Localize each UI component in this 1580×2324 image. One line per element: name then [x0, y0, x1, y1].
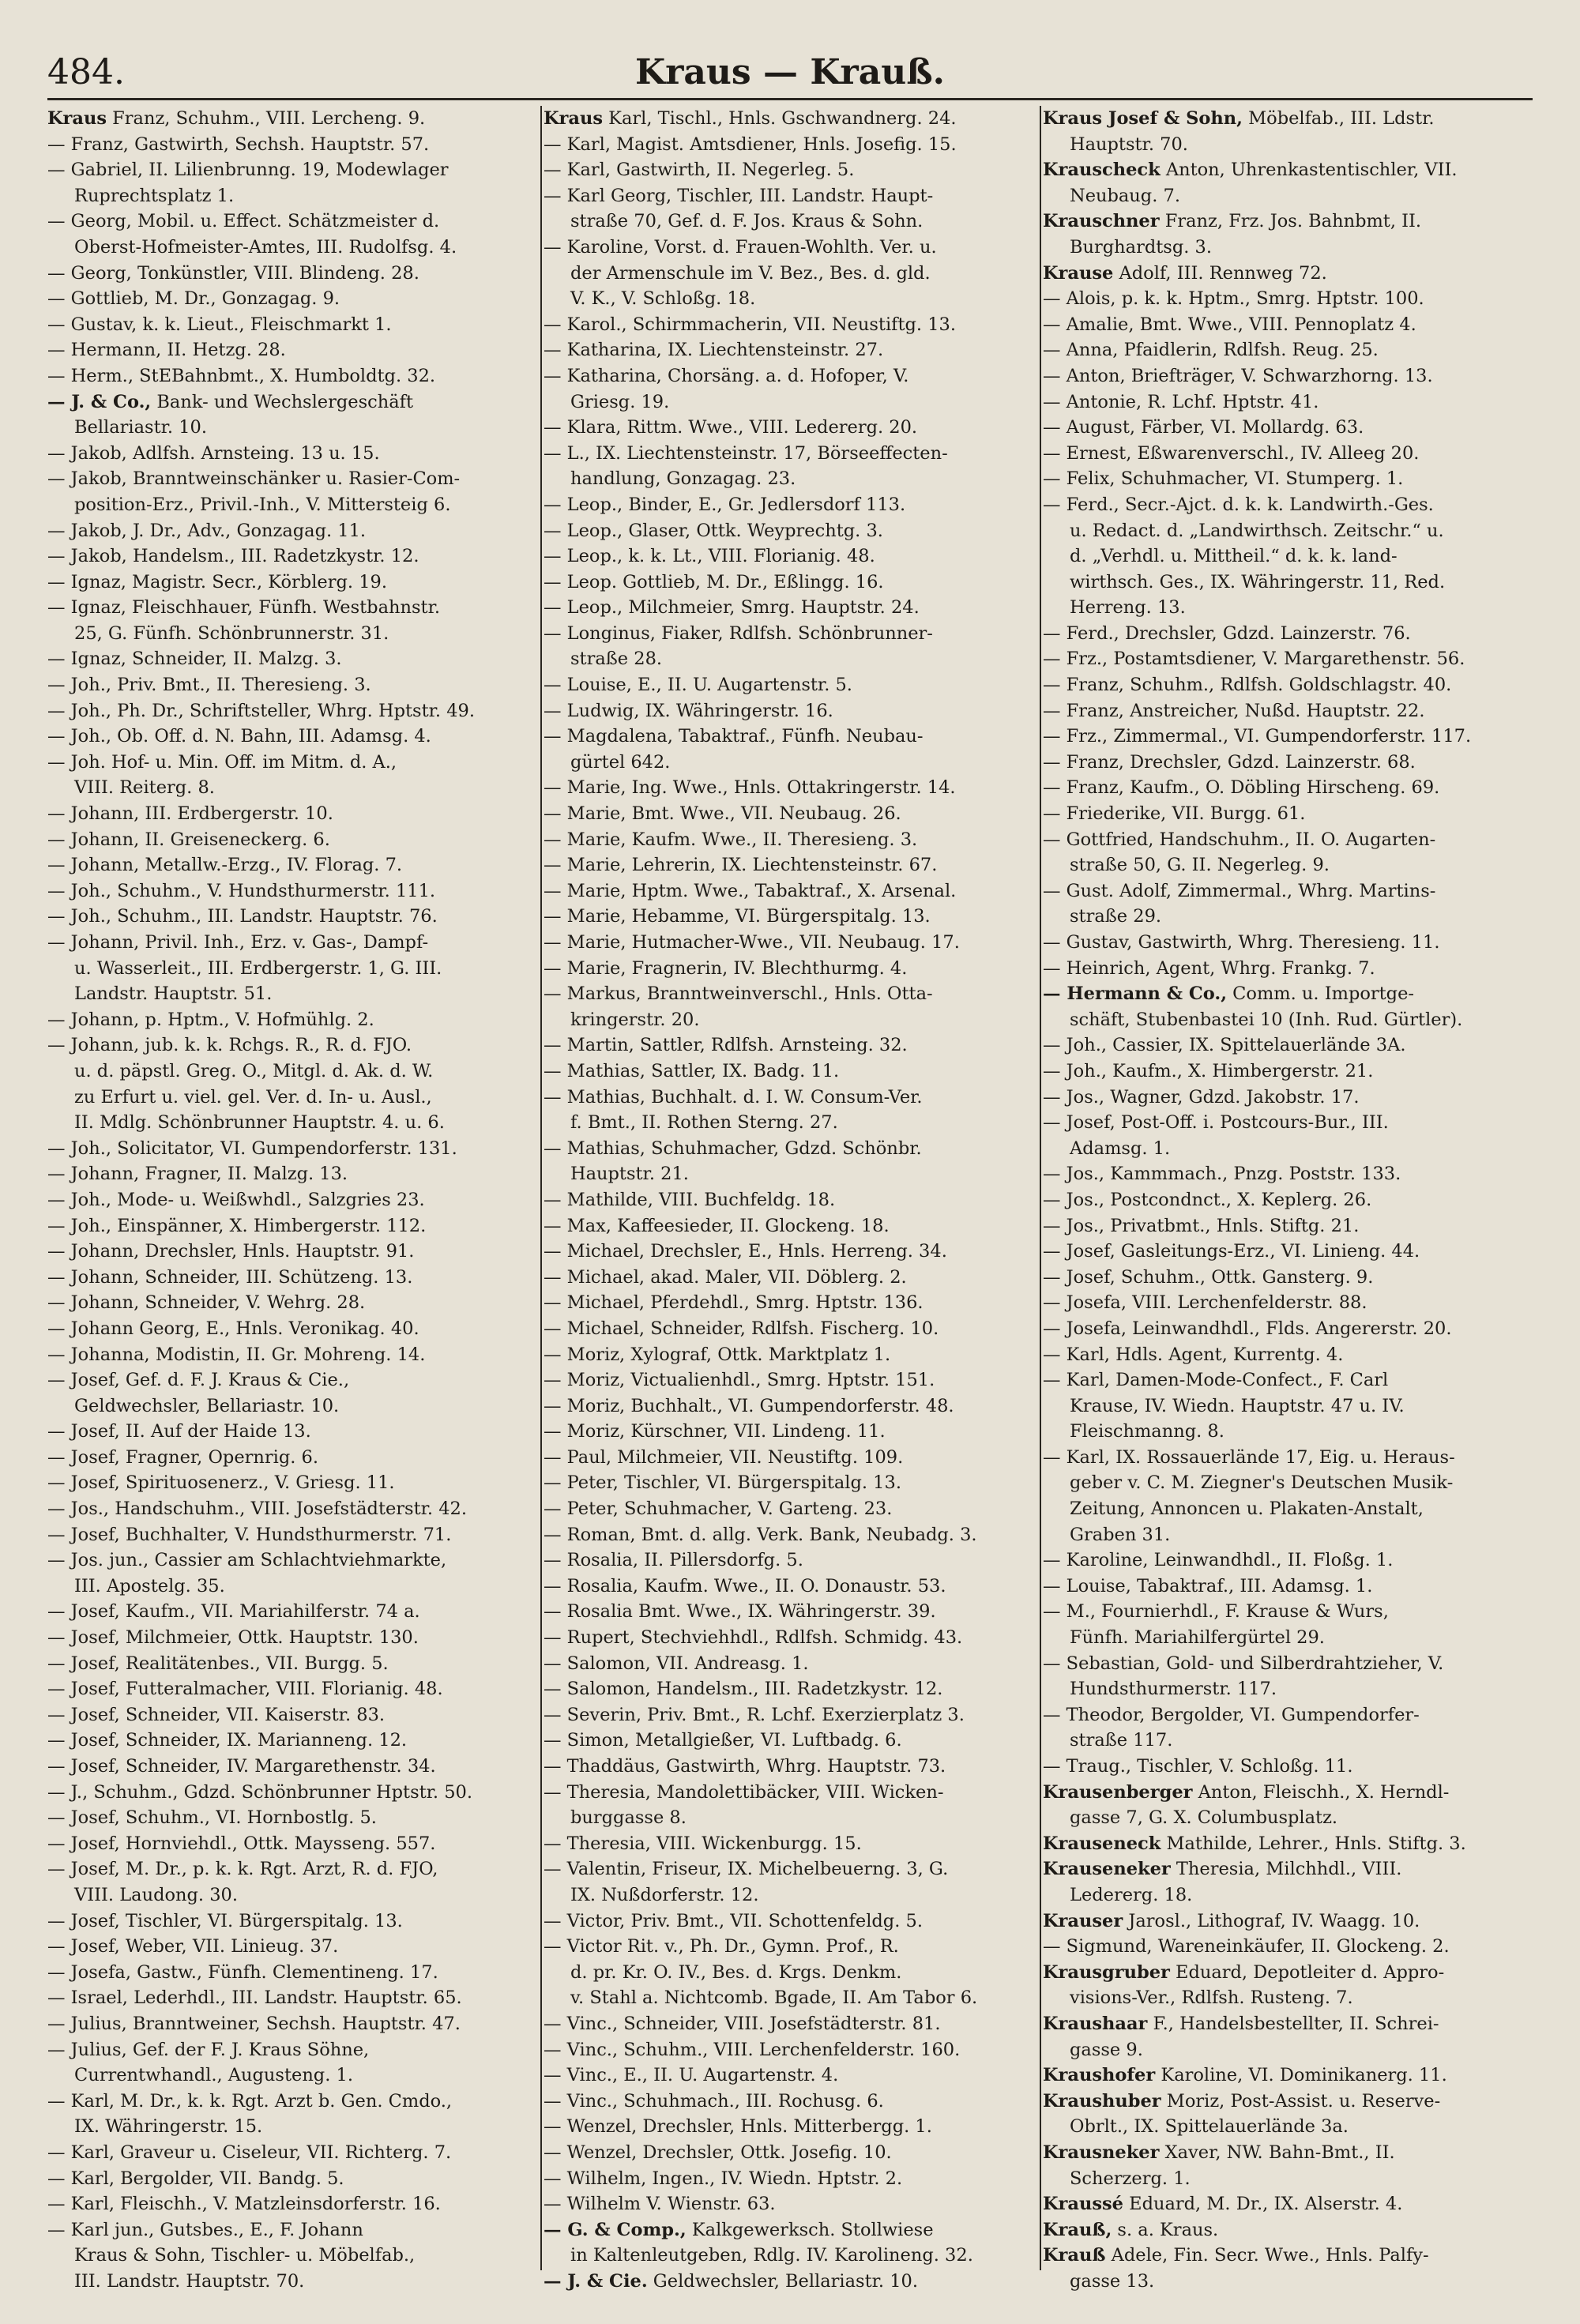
directory-entry: — Rosalia Bmt. Wwe., IX. Währingerstr. 39.: [544, 1601, 936, 1623]
directory-entry-continuation: der Armenschule im V. Bez., Bes. d. gld.: [570, 262, 931, 284]
directory-entry: — Vinc., Schuhmach., III. Rochusg. 6.: [544, 2090, 884, 2112]
directory-entry-continuation: Neubaug. 7.: [1070, 185, 1180, 206]
directory-entry: — Franz, Kaufm., O. Döbling Hirscheng. 69.: [1043, 777, 1440, 799]
entry-surname: — J. & Co.,: [47, 391, 152, 412]
directory-entry: — Louise, Tabaktraf., III. Adamsg. 1.: [1043, 1575, 1373, 1596]
directory-entry: — Jakob, Adlfsh. Arnsteing. 13 u. 15.: [47, 442, 380, 464]
header-rule: [47, 98, 1533, 100]
entry-surname: Krauseneck: [1043, 1833, 1161, 1854]
directory-entry-continuation: Currentwhandl., Augusteng. 1.: [74, 2065, 353, 2086]
directory-entry: — Marie, Hptm. Wwe., Tabaktraf., X. Arsenal.: [544, 880, 957, 901]
directory-entry: — Joh., Ob. Off. d. N. Bahn, III. Adamsg. 4.: [47, 726, 431, 747]
directory-entry: — Jos., Privatbmt., Hnls. Stiftg. 21.: [1043, 1215, 1360, 1236]
directory-entry: — Karl, IX. Rossauerlände 17, Eig. u. Heraus-: [1043, 1446, 1455, 1468]
directory-entry: — Ernest, Eßwarenverschl., IV. Alleeg 20.: [1043, 442, 1420, 464]
directory-entry: — Theresia, Mandolettibäcker, VIII. Wicken-: [544, 1781, 944, 1803]
directory-entry-continuation: geber v. C. M. Ziegner's Deutschen Musik-: [1070, 1472, 1454, 1494]
directory-entry: — Karoline, Vorst. d. Frauen-Wohlth. Ver. u.: [544, 236, 937, 258]
directory-entry: — Joh., Cassier, IX. Spittelauerlände 3A.: [1043, 1035, 1406, 1056]
directory-entry: — Alois, p. k. k. Hptm., Smrg. Hptstr. 100.: [1043, 288, 1424, 310]
directory-entry: — Joh., Schuhm., V. Hundsthurmerstr. 111.: [47, 880, 436, 901]
directory-entry-continuation: Adamsg. 1.: [1070, 1138, 1171, 1159]
directory-entry: — Wenzel, Drechsler, Ottk. Josefig. 10.: [544, 2142, 892, 2163]
directory-entry-continuation: Ruprechtsplatz 1.: [74, 185, 235, 206]
directory-entry: — Johann, II. Greiseneckerg. 6.: [47, 829, 330, 850]
directory-entry-continuation: II. Mdlg. Schönbrunner Hauptstr. 4. u. 6.: [74, 1112, 445, 1134]
directory-entry-continuation: VIII. Reiterg. 8.: [74, 777, 215, 799]
directory-entry: — Josef, Realitätenbes., VII. Burgg. 5.: [47, 1653, 389, 1674]
directory-entry-continuation: schäft, Stubenbastei 10 (Inh. Rud. Gürtler).: [1070, 1009, 1463, 1030]
directory-entry: — Jakob, Handelsm., III. Radetzkystr. 12.: [47, 546, 419, 567]
directory-entry: — Josef, Gef. d. F. J. Kraus & Cie.,: [47, 1370, 350, 1391]
directory-entry: — Jos. jun., Cassier am Schlachtviehmarkte,: [47, 1550, 447, 1571]
directory-entry: — Johann, jub. k. k. Rchgs. R., R. d. FJO.: [47, 1035, 412, 1056]
entry-surname: — J. & Cie.: [544, 2270, 648, 2292]
directory-entry-continuation: u. Wasserleit., III. Erdbergerstr. 1, G. III.: [74, 957, 442, 979]
directory-entry: — Peter, Tischler, VI. Bürgerspitalg. 13.: [544, 1472, 901, 1494]
directory-entry: — Johann, Fragner, II. Malzg. 13.: [47, 1164, 348, 1185]
directory-entry-continuation: Hauptstr. 21.: [570, 1164, 689, 1185]
column-1: [47, 106, 551, 2302]
entry-surname: — G. & Comp.,: [544, 2219, 687, 2240]
directory-entry-continuation: d. pr. Kr. O. IV., Bes. d. Krgs. Denkm.: [570, 1961, 902, 1983]
directory-entry: — Josef, II. Auf der Haide 13.: [47, 1421, 311, 1442]
directory-entry: — Johann, Schneider, V. Wehrg. 28.: [47, 1292, 366, 1314]
directory-entry: — Salomon, VII. Andreasg. 1.: [544, 1653, 809, 1674]
column-3: [1043, 106, 1547, 2302]
directory-entry: — Josef, Schneider, IV. Margarethenstr. 34.: [47, 1756, 436, 1777]
directory-entry: — Traug., Tischler, V. Schloßg. 11.: [1043, 1756, 1353, 1777]
directory-entry: — J. & Co., Bank- und Wechslergeschäft: [47, 391, 414, 412]
directory-entry-continuation: Scherzerg. 1.: [1070, 2168, 1191, 2189]
directory-entry: — Wilhelm, Ingen., IV. Wiedn. Hptstr. 2.: [544, 2168, 903, 2189]
directory-entry: — G. & Comp., Kalkgewerksch. Stollwiese: [544, 2219, 934, 2240]
directory-entry-continuation: Burghardtsg. 3.: [1070, 236, 1213, 258]
directory-entry: Krauß, s. a. Kraus.: [1043, 2219, 1219, 2240]
directory-entry: — Leop., Glaser, Ottk. Weyprechtg. 3.: [544, 520, 883, 541]
directory-entry: Kraushofer Karoline, VI. Dominikanerg. 11.: [1043, 2065, 1447, 2086]
directory-entry-continuation: Oberst-Hofmeister-Amtes, III. Rudolfsg. 4.: [74, 236, 457, 258]
directory-entry: Krauscheck Anton, Uhrenkastentischler, VII.: [1043, 160, 1458, 181]
entry-surname: Kraushuber: [1043, 2090, 1161, 2112]
directory-entry: — Markus, Branntweinverschl., Hnls. Otta-: [544, 983, 933, 1005]
directory-entry: — Josef, Gasleitungs-Erz., VI. Linieng. 44.: [1043, 1241, 1420, 1262]
directory-entry: — Johann, Schneider, III. Schützeng. 13.: [47, 1266, 413, 1288]
column-2: [544, 106, 1048, 2302]
directory-entry: — Michael, akad. Maler, VII. Döblerg. 2.: [544, 1266, 907, 1288]
directory-entry: — Louise, E., II. U. Augartenstr. 5.: [544, 675, 852, 696]
directory-entry-continuation: f. Bmt., II. Rothen Sterng. 27.: [570, 1112, 838, 1134]
directory-entry: — Michael, Pferdehdl., Smrg. Hptstr. 136.: [544, 1292, 924, 1314]
directory-entry: — L., IX. Liechtensteinstr. 17, Börseeffecten-: [544, 442, 948, 464]
directory-entry-continuation: straße 117.: [1070, 1730, 1173, 1751]
directory-entry: — Felix, Schuhmacher, VI. Stumperg. 1.: [1043, 468, 1404, 490]
directory-entry: — Johann, Metallw.-Erzg., IV. Florag. 7.: [47, 855, 403, 876]
directory-entry: — Mathias, Buchhalt. d. I. W. Consum-Ver.: [544, 1086, 923, 1107]
directory-entry: — Katharina, IX. Liechtensteinstr. 27.: [544, 340, 884, 361]
directory-entry-continuation: Obrlt., IX. Spittelauerlände 3a.: [1070, 2116, 1349, 2138]
entry-surname: Krauseneker: [1043, 1859, 1171, 1880]
directory-entry: Krauschner Franz, Frz. Jos. Bahnbmt, II.: [1043, 211, 1422, 232]
directory-entry-continuation: Hauptstr. 70.: [1070, 133, 1188, 155]
directory-entry: — Leop., k. k. Lt., VIII. Florianig. 48.: [544, 546, 875, 567]
directory-entry: — Georg, Tonkünstler, VIII. Blindeng. 28.: [47, 262, 419, 284]
directory-entry: — Karl, M. Dr., k. k. Rgt. Arzt b. Gen. Cmdo.,: [47, 2090, 453, 2112]
directory-entry: — Wenzel, Drechsler, Hnls. Mitterbergg. 1.: [544, 2116, 932, 2138]
directory-entry: — Karl, Magist. Amtsdiener, Hnls. Josefig. 15.: [544, 133, 957, 155]
directory-entry: — Leop., Binder, E., Gr. Jedlersdorf 113.: [544, 494, 906, 515]
directory-entry: — Max, Kaffeesieder, II. Glockeng. 18.: [544, 1215, 890, 1236]
directory-entry: Krausenberger Anton, Fleischh., X. Herndl-: [1043, 1781, 1450, 1803]
directory-entry: — Sigmund, Wareneinkäufer, II. Glockeng. 2.: [1043, 1936, 1450, 1957]
directory-entry: — Karl, Bergolder, VII. Bandg. 5.: [47, 2168, 344, 2189]
directory-entry-continuation: visions-Ver., Rdlfsh. Rusteng. 7.: [1070, 1987, 1353, 2009]
entry-surname: Kraussé: [1043, 2194, 1123, 2215]
directory-entry: — Joh., Einspänner, X. Himbergerstr. 112.: [47, 1215, 427, 1236]
directory-entry: — Michael, Schneider, Rdlfsh. Fischerg. 10.: [544, 1318, 939, 1339]
directory-entry-continuation: zu Erfurt u. viel. gel. Ver. d. In- u. Ausl.,: [74, 1086, 432, 1107]
directory-entry: Krausgruber Eduard, Depotleiter d. Appro-: [1043, 1961, 1445, 1983]
directory-entry: — Mathilde, VIII. Buchfeldg. 18.: [544, 1189, 836, 1210]
directory-entry: Krauseneck Mathilde, Lehrer., Hnls. Stiftg. 3.: [1043, 1833, 1466, 1854]
directory-entry: — Marie, Hutmacher-Wwe., VII. Neubaug. 17.: [544, 932, 960, 953]
directory-entry-continuation: V. K., V. Schloßg. 18.: [570, 288, 756, 310]
directory-entry: — Amalie, Bmt. Wwe., VIII. Pennoplatz 4.: [1043, 314, 1416, 335]
directory-entry: — Rosalia, II. Pillersdorfg. 5.: [544, 1550, 803, 1571]
directory-entry-continuation: Herreng. 13.: [1070, 597, 1186, 619]
directory-entry: — Josef, Schneider, VII. Kaiserstr. 83.: [47, 1704, 386, 1725]
directory-entry: — Victor Rit. v., Ph. Dr., Gymn. Prof., R.: [544, 1936, 899, 1957]
entry-surname: Krauß: [1043, 2245, 1106, 2266]
directory-entry: — Johanna, Modistin, II. Gr. Mohreng. 14.: [47, 1344, 426, 1365]
directory-entry: — Martin, Sattler, Rdlfsh. Arnsteing. 32.: [544, 1035, 908, 1056]
directory-entry: — Jakob, J. Dr., Adv., Gonzagag. 11.: [47, 520, 367, 541]
directory-entry: — Simon, Metallgießer, VI. Luftbadg. 6.: [544, 1730, 902, 1751]
directory-entry-continuation: straße 29.: [1070, 906, 1162, 927]
directory-entry-continuation: kringerstr. 20.: [570, 1009, 700, 1030]
directory-entry-continuation: gasse 13.: [1070, 2270, 1155, 2292]
directory-entry: — Ferd., Secr.-Ajct. d. k. k. Landwirth.-Ges.: [1043, 494, 1434, 515]
directory-entry: — Josefa, VIII. Lerchenfelderstr. 88.: [1043, 1292, 1367, 1314]
directory-entry: — Marie, Hebamme, VI. Bürgerspitalg. 13.: [544, 906, 931, 927]
directory-entry: — Vinc., Schuhm., VIII. Lerchenfelderstr. 160.: [544, 2039, 961, 2060]
directory-entry: — Ignaz, Fleischhauer, Fünfh. Westbahnstr.: [47, 597, 440, 619]
directory-entry: — Longinus, Fiaker, Rdlfsh. Schönbrunner-: [544, 622, 933, 644]
directory-entry: — Josef, Kaufm., VII. Mariahilferstr. 74 a.: [47, 1601, 420, 1623]
directory-entry: — Johann, III. Erdbergerstr. 10.: [47, 803, 333, 825]
directory-entry: — Julius, Branntweiner, Sechsh. Hauptstr. 47.: [47, 2013, 461, 2034]
directory-entry-continuation: gasse 7, G. X. Columbusplatz.: [1070, 1807, 1338, 1829]
directory-entry: Kraus Josef & Sohn, Möbelfab., III. Ldstr.: [1043, 108, 1435, 129]
directory-entry: — Jos., Kammmach., Pnzg. Poststr. 133.: [1043, 1164, 1401, 1185]
directory-entry: — Wilhelm V. Wienstr. 63.: [544, 2194, 776, 2215]
directory-entry-continuation: d. „Verhdl. u. Mittheil.“ d. k. k. land-: [1070, 546, 1398, 567]
directory-entry: — Katharina, Chorsäng. a. d. Hofoper, V.: [544, 365, 909, 386]
directory-entry: — Leop. Gottlieb, M. Dr., Eßlingg. 16.: [544, 571, 884, 592]
directory-entry: — Victor, Priv. Bmt., VII. Schottenfeldg. 5.: [544, 1910, 923, 1931]
directory-entry: — Michael, Drechsler, E., Hnls. Herreng. 34.: [544, 1241, 947, 1262]
directory-entry: — Gabriel, II. Lilienbrunng. 19, Modewlager: [47, 160, 449, 181]
directory-entry-continuation: straße 28.: [570, 649, 663, 670]
directory-entry: — Franz, Anstreicher, Nußd. Hauptstr. 22.: [1043, 700, 1425, 721]
directory-entry: Kraus Franz, Schuhm., VIII. Lercheng. 9.: [47, 108, 426, 129]
directory-entry: — Gustav, Gastwirth, Whrg. Theresieng. 11.: [1043, 932, 1440, 953]
directory-entry-continuation: gasse 9.: [1070, 2039, 1143, 2060]
directory-entry: — Friederike, VII. Burgg. 61.: [1043, 803, 1306, 825]
directory-entry: — Mathias, Sattler, IX. Badg. 11.: [544, 1060, 840, 1081]
directory-entry: — Jos., Handschuhm., VIII. Josefstädterstr. 42.: [47, 1499, 468, 1520]
directory-entry: — Valentin, Friseur, IX. Michelbeuerng. 3, G.: [544, 1859, 949, 1880]
directory-entry: — Thaddäus, Gastwirth, Whrg. Hauptstr. 73.: [544, 1756, 946, 1777]
directory-entry: Krauß Adele, Fin. Secr. Wwe., Hnls. Palfy-: [1043, 2245, 1429, 2266]
directory-entry: — Johann, Drechsler, Hnls. Hauptstr. 91.: [47, 1241, 415, 1262]
directory-entry-continuation: wirthsch. Ges., IX. Währingerstr. 11, Red.: [1070, 571, 1446, 592]
directory-entry-continuation: III. Landstr. Hauptstr. 70.: [74, 2270, 305, 2292]
directory-entry: — Israel, Lederhdl., III. Landstr. Hauptstr. 65.: [47, 1987, 462, 2009]
directory-entry: — Moriz, Xylograf, Ottk. Marktplatz 1.: [544, 1344, 891, 1365]
directory-entry: Kraussé Eduard, M. Dr., IX. Alserstr. 4.: [1043, 2194, 1403, 2215]
directory-entry: Kraushaar F., Handelsbestellter, II. Schrei-: [1043, 2013, 1439, 2034]
directory-entry: — Magdalena, Tabaktraf., Fünfh. Neubau-: [544, 726, 924, 747]
entry-surname: Kraushaar: [1043, 2013, 1148, 2034]
directory-entry: — Karl jun., Gutsbes., E., F. Johann: [47, 2219, 363, 2240]
directory-entry: — Vinc., Schneider, VIII. Josefstädterstr. 81.: [544, 2013, 941, 2034]
directory-entry-continuation: Krause, IV. Wiedn. Hauptstr. 47 u. IV.: [1070, 1395, 1405, 1416]
directory-entry-continuation: Bellariastr. 10.: [74, 417, 207, 438]
directory-entry: — Julius, Gef. der F. J. Kraus Söhne,: [47, 2039, 370, 2060]
directory-entry: — Karoline, Leinwandhdl., II. Floßg. 1.: [1043, 1550, 1394, 1571]
directory-entry-continuation: Hundsthurmerstr. 117.: [1070, 1679, 1277, 1700]
page-header: [47, 49, 1533, 104]
directory-entry: — M., Fournierhdl., F. Krause & Wurs,: [1043, 1601, 1389, 1623]
entry-surname: Krausneker: [1043, 2142, 1160, 2163]
directory-entry-continuation: IX. Nußdorferstr. 12.: [570, 1884, 759, 1905]
directory-entry: — Gustav, k. k. Lieut., Fleischmarkt 1.: [47, 314, 392, 335]
directory-entry: — Anton, Briefträger, V. Schwarzhorng. 13.: [1043, 365, 1433, 386]
directory-entry-continuation: Graben 31.: [1070, 1524, 1171, 1545]
directory-entry: — Josef, Post-Off. i. Postcours-Bur., III.: [1043, 1112, 1389, 1134]
directory-entry: — Marie, Lehrerin, IX. Liechtensteinstr. 67.: [544, 855, 938, 876]
directory-entry: — Josef, Milchmeier, Ottk. Hauptstr. 130.: [47, 1627, 419, 1649]
entry-surname: Krauß,: [1043, 2219, 1112, 2240]
directory-entry: — Franz, Schuhm., Rdlfsh. Goldschlagstr. 40.: [1043, 675, 1452, 696]
directory-entry: — Marie, Kaufm. Wwe., II. Theresieng. 3.: [544, 829, 918, 850]
directory-entry: — Joh. Hof- u. Min. Off. im Mitm. d. A.,: [47, 751, 397, 773]
directory-entry: — Salomon, Handelsm., III. Radetzkystr. 12.: [544, 1679, 943, 1700]
directory-entry: — Josef, Schuhm., VI. Hornbostlg. 5.: [47, 1807, 377, 1829]
directory-entry: Krauseneker Theresia, Milchhdl., VIII.: [1043, 1859, 1402, 1880]
directory-entry: — Josef, Spirituosenerz., V. Griesg. 11.: [47, 1472, 395, 1494]
directory-entry: — Josef, Schneider, IX. Marianneng. 12.: [47, 1730, 408, 1751]
directory-entry: — Josef, Schuhm., Ottk. Gansterg. 9.: [1043, 1266, 1374, 1288]
directory-entry-continuation: VIII. Laudong. 30.: [74, 1884, 238, 1905]
directory-entry: — Vinc., E., II. U. Augartenstr. 4.: [544, 2065, 839, 2086]
directory-entry: — Joh., Priv. Bmt., II. Theresieng. 3.: [47, 675, 371, 696]
directory-entry: — Paul, Milchmeier, VII. Neustiftg. 109.: [544, 1446, 904, 1468]
directory-entry: — Klara, Rittm. Wwe., VIII. Ledererg. 20.: [544, 417, 918, 438]
directory-entry: — Karl, Damen-Mode-Confect., F. Carl: [1043, 1370, 1389, 1391]
directory-entry: — Johann, p. Hptm., V. Hofmühlg. 2.: [47, 1009, 374, 1030]
directory-entry-continuation: 25, G. Fünfh. Schönbrunnerstr. 31.: [74, 622, 389, 644]
directory-entry: — Ludwig, IX. Währingerstr. 16.: [544, 700, 833, 721]
page-number: 484.: [47, 52, 125, 92]
directory-entry: — J., Schuhm., Gdzd. Schönbrunner Hptstr. 50.: [47, 1781, 473, 1803]
directory-entry: Kraushuber Moriz, Post-Assist. u. Reserve-: [1043, 2090, 1441, 2112]
directory-entry: — Moriz, Kürschner, VII. Lindeng. 11.: [544, 1421, 886, 1442]
directory-entry-continuation: straße 50, G. II. Negerleg. 9.: [1070, 855, 1330, 876]
directory-entry: — Josef, Hornviehdl., Ottk. Maysseng. 557.: [47, 1833, 436, 1854]
directory-entry: — Joh., Ph. Dr., Schriftsteller, Whrg. Hptstr. 49.: [47, 700, 476, 721]
directory-entry-continuation: burggasse 8.: [570, 1807, 687, 1829]
directory-entry: — Josef, Fragner, Opernrig. 6.: [47, 1446, 319, 1468]
directory-entry: — Frz., Postamtsdiener, V. Margarethenstr. 56.: [1043, 649, 1465, 670]
directory-entry: — Karl, Hdls. Agent, Kurrentg. 4.: [1043, 1344, 1344, 1365]
directory-entry-continuation: Fleischmanng. 8.: [1070, 1421, 1224, 1442]
directory-entry: — Gottlieb, M. Dr., Gonzagag. 9.: [47, 288, 340, 310]
directory-entry-continuation: Griesg. 19.: [570, 391, 670, 412]
directory-entry: — Josef, M. Dr., p. k. k. Rgt. Arzt, R. d. FJO,: [47, 1859, 438, 1880]
entry-surname: Krauschner: [1043, 211, 1160, 232]
directory-entry: — Ignaz, Magistr. Secr., Körblerg. 19.: [47, 571, 387, 592]
directory-entry: — Peter, Schuhmacher, V. Garteng. 23.: [544, 1499, 893, 1520]
directory-entry: — Joh., Mode- u. Weißwhdl., Salzgries 23.: [47, 1189, 425, 1210]
directory-entry: — Joh., Schuhm., III. Landstr. Hauptstr. 76.: [47, 906, 438, 927]
directory-entry-continuation: Kraus & Sohn, Tischler- u. Möbelfab.,: [74, 2245, 416, 2266]
entry-surname: Krausgruber: [1043, 1961, 1170, 1983]
directory-entry-continuation: Zeitung, Annoncen u. Plakaten-Anstalt,: [1070, 1499, 1424, 1520]
directory-entry-continuation: v. Stahl a. Nichtcomb. Bgade, II. Am Tabor 6.: [570, 1987, 978, 2009]
directory-entry-continuation: Fünfh. Mariahilfergürtel 29.: [1070, 1627, 1325, 1649]
entry-surname: Kraus: [544, 108, 604, 129]
entry-surname: — Hermann & Co.,: [1043, 983, 1228, 1005]
directory-entry: — Jos., Postcondnct., X. Keplerg. 26.: [1043, 1189, 1372, 1210]
directory-entry-continuation: handlung, Gonzagag. 23.: [570, 468, 796, 490]
directory-entry: — Theresia, VIII. Wickenburgg. 15.: [544, 1833, 862, 1854]
directory-entry: — Rupert, Stechviehhdl., Rdlfsh. Schmidg. 43.: [544, 1627, 963, 1649]
directory-entry: — Severin, Priv. Bmt., R. Lchf. Exerzierplatz 3.: [544, 1704, 965, 1725]
directory-entry: — J. & Cie. Geldwechsler, Bellariastr. 10.: [544, 2270, 918, 2292]
directory-entry: — Marie, Fragnerin, IV. Blechthurmg. 4.: [544, 957, 908, 979]
directory-entry: — Moriz, Victualienhdl., Smrg. Hptstr. 151.: [544, 1370, 935, 1391]
directory-entry: — August, Färber, VI. Mollardg. 63.: [1043, 417, 1364, 438]
directory-entry: — Hermann & Co., Comm. u. Importge-: [1043, 983, 1415, 1005]
directory-entry-continuation: Geldwechsler, Bellariastr. 10.: [74, 1395, 340, 1416]
directory-entry: — Marie, Ing. Wwe., Hnls. Ottakringerstr. 14.: [544, 777, 956, 799]
directory-entry: — Marie, Bmt. Wwe., VII. Neubaug. 26.: [544, 803, 901, 825]
directory-entry: — Johann, Privil. Inh., Erz. v. Gas-, Dampf-: [47, 932, 429, 953]
entry-surname: Krausenberger: [1043, 1781, 1193, 1803]
directory-entry-continuation: in Kaltenleutgeben, Rdlg. IV. Karolineng. 32.: [570, 2245, 973, 2266]
directory-entry: — Mathias, Schuhmacher, Gdzd. Schönbr.: [544, 1138, 922, 1159]
directory-entry: Krausneker Xaver, NW. Bahn-Bmt., II.: [1043, 2142, 1395, 2163]
directory-entry: — Joh., Kaufm., X. Himbergerstr. 21.: [1043, 1060, 1374, 1081]
entry-surname: Kraus: [47, 108, 107, 129]
directory-entry: — Franz, Drechsler, Gdzd. Lainzerstr. 68.: [1043, 751, 1416, 773]
directory-entry: Kraus Karl, Tischl., Hnls. Gschwandnerg. 24.: [544, 108, 957, 129]
directory-entry: — Jos., Wagner, Gdzd. Jakobstr. 17.: [1043, 1086, 1360, 1107]
entry-surname: Kraus Josef & Sohn,: [1043, 108, 1243, 129]
directory-entry-continuation: Ledererg. 18.: [1070, 1884, 1193, 1905]
directory-entry: — Jakob, Branntweinschänker u. Rasier-Com-: [47, 468, 461, 490]
directory-entry: — Frz., Zimmermal., VI. Gumpendorferstr. 117.: [1043, 726, 1472, 747]
directory-entry: — Josefa, Leinwandhdl., Flds. Angererstr. 20.: [1043, 1318, 1452, 1339]
directory-entry-continuation: straße 70, Gef. d. F. Jos. Kraus & Sohn.: [570, 211, 924, 232]
directory-entry: — Josef, Futteralmacher, VIII. Florianig. 48.: [47, 1679, 443, 1700]
directory-entry: — Josef, Weber, VII. Linieug. 37.: [47, 1936, 339, 1957]
directory-entry: Krause Adolf, III. Rennweg 72.: [1043, 262, 1327, 284]
directory-entry: Krauser Jarosl., Lithograf, IV. Waagg. 10.: [1043, 1910, 1420, 1931]
directory-entry: — Gust. Adolf, Zimmermal., Whrg. Martins-: [1043, 880, 1436, 901]
directory-entry: — Heinrich, Agent, Whrg. Frankg. 7.: [1043, 957, 1375, 979]
directory-entry: — Josef, Buchhalter, V. Hundsthurmerstr. 71.: [47, 1524, 452, 1545]
entry-surname: Krause: [1043, 262, 1114, 284]
directory-entry-continuation: gürtel 642.: [570, 751, 671, 773]
entry-surname: Kraushofer: [1043, 2065, 1156, 2086]
directory-entry: — Anna, Pfaidlerin, Rdlfsh. Reug. 25.: [1043, 340, 1379, 361]
directory-entry: — Moriz, Buchhalt., VI. Gumpendorferstr. 48.: [544, 1395, 954, 1416]
directory-entry-continuation: u. d. päpstl. Greg. O., Mitgl. d. Ak. d. W.: [74, 1060, 434, 1081]
directory-entry: — Theodor, Bergolder, VI. Gumpendorfer-: [1043, 1704, 1420, 1725]
directory-entry-continuation: IX. Währingerstr. 15.: [74, 2116, 263, 2138]
directory-entry: — Hermann, II. Hetzg. 28.: [47, 340, 286, 361]
page-title: Kraus — Krauß.: [634, 52, 945, 92]
directory-entry: — Herm., StEBahnbmt., X. Humboldtg. 32.: [47, 365, 436, 386]
entry-surname: Krauscheck: [1043, 160, 1161, 181]
directory-entry: — Antonie, R. Lchf. Hptstr. 41.: [1043, 391, 1319, 412]
directory-entry: — Gottfried, Handschuhm., II. O. Augarten-: [1043, 829, 1436, 850]
directory-entry-continuation: position-Erz., Privil.-Inh., V. Mittersteig 6.: [74, 494, 451, 515]
directory-entry: — Josefa, Gastw., Fünfh. Clementineng. 17.: [47, 1961, 438, 1983]
directory-entry: — Karol., Schirmmacherin, VII. Neustiftg. 13.: [544, 314, 956, 335]
directory-entry: — Georg, Mobil. u. Effect. Schätzmeister d.: [47, 211, 440, 232]
directory-entry: — Rosalia, Kaufm. Wwe., II. O. Donaustr. 53.: [544, 1575, 946, 1596]
directory-entry: — Karl, Graveur u. Ciseleur, VII. Richterg. 7.: [47, 2142, 452, 2163]
entry-surname: Krauser: [1043, 1910, 1123, 1931]
directory-entry: — Sebastian, Gold- und Silberdrahtzieher, V.: [1043, 1653, 1444, 1674]
directory-entry: — Josef, Tischler, VI. Bürgerspitalg. 13.: [47, 1910, 403, 1931]
directory-entry-continuation: u. Redact. d. „Landwirthsch. Zeitschr.“ u.: [1070, 520, 1444, 541]
directory-entry-continuation: III. Apostelg. 35.: [74, 1575, 225, 1596]
directory-entry: — Joh., Solicitator, VI. Gumpendorferstr. 131.: [47, 1138, 457, 1159]
directory-entry: — Leop., Milchmeier, Smrg. Hauptstr. 24.: [544, 597, 920, 619]
directory-entry: — Roman, Bmt. d. allg. Verk. Bank, Neubadg. 3.: [544, 1524, 977, 1545]
directory-entry-continuation: Landstr. Hauptstr. 51.: [74, 983, 273, 1005]
directory-entry: — Ignaz, Schneider, II. Malzg. 3.: [47, 649, 342, 670]
directory-entry: — Franz, Gastwirth, Sechsh. Hauptstr. 57.: [47, 133, 430, 155]
directory-entry: — Ferd., Drechsler, Gdzd. Lainzerstr. 76.: [1043, 622, 1411, 644]
directory-entry: — Karl, Fleischh., V. Matzleinsdorferstr. 16.: [47, 2194, 441, 2215]
directory-entry: — Johann Georg, E., Hnls. Veronikag. 40.: [47, 1318, 419, 1339]
directory-entry: — Karl, Gastwirth, II. Negerleg. 5.: [544, 160, 855, 181]
directory-entry: — Karl Georg, Tischler, III. Landstr. Haupt-: [544, 185, 934, 206]
